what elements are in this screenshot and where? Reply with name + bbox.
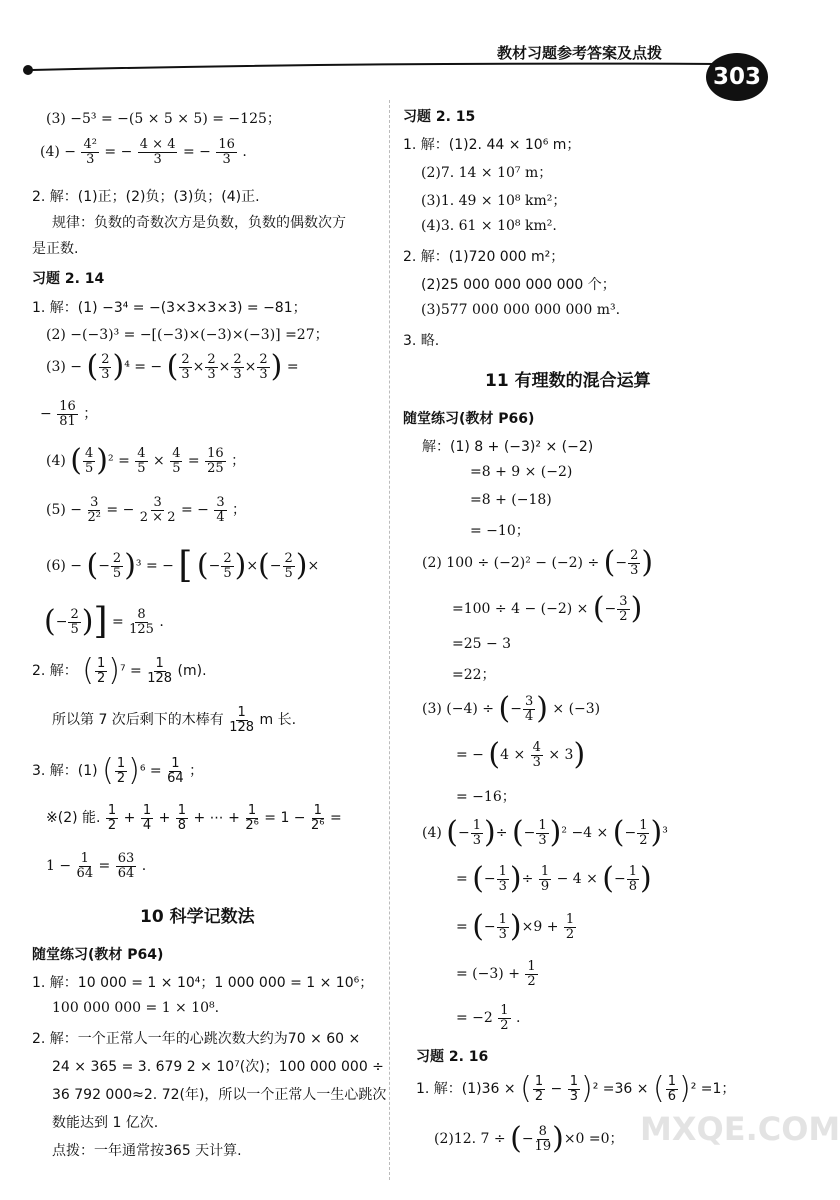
p66-1: 解：(1) 8 + (−3)² × (−2) [422, 439, 594, 455]
section-exercise-2-16: 习题 2. 16 [416, 1049, 489, 1065]
p64-1: 1. 解：10 000 = 1 × 10⁴；1 000 000 = 1 × 10⁶； [32, 975, 374, 991]
p66-4: (4) (− $\frac{1}{3}$ )÷ (− $\frac{1}{3}$ )² −4 × (− $\frac{1}{2}$ )³ [422, 815, 668, 850]
ex215-7: (3)577 000 000 000 000 m³. [421, 302, 621, 318]
p64-1b: 100 000 000 = 1 × 10⁸. [52, 1000, 220, 1016]
p64-2-2: 24 × 365 = 3. 679 2 × 10⁷(次)；100 000 000 ÷ [52, 1059, 384, 1075]
ex214-5: (5) − $\frac{3}{\text{2²}}$ = − $\frac{3}{2 \times 2}$ = − $\frac{3}{4}$ ； [46, 495, 247, 525]
p66-3: (3) (−4) ÷ (− $\frac{3}{4}$ ) × (−3) [422, 691, 601, 726]
ex214-3-result: − $\frac{16}{81}$ ； [40, 399, 98, 429]
section-11-title: 11 有理数的混合运算 [485, 371, 651, 391]
ex216-2: (2)12. 7 ÷ (− $\frac{8}{19}$ )×0 =0； [434, 1121, 624, 1156]
p64-tip: 点拨：一年通常按365 天计算. [52, 1143, 242, 1159]
section-10-title: 10 科学记数法 [140, 907, 255, 927]
rule-text-1: 规律：负数的奇数次方是负数，负数的偶数次方 [52, 215, 346, 231]
section-exercise-2-14: 习题 2. 14 [32, 271, 105, 287]
p66-4-step4: = −2 $\frac{1}{2}$ . [456, 1003, 521, 1033]
ex215-2: (2)7. 14 × 10⁷ m； [421, 165, 553, 181]
answer-2: 2. 解：(1)正；(2)负；(3)负；(4)正. [32, 189, 260, 205]
p66-4-step2: = (− $\frac{1}{3}$ )×9 + $\frac{1}{2}$ [456, 909, 575, 944]
p64-2-3: 36 792 000≈2. 72(年)，所以一个正常人一生心跳次 [52, 1087, 387, 1103]
ex215-8: 3. 略. [403, 333, 440, 349]
p66-2: (2) 100 ÷ (−2)² − (−2) ÷ (− $\frac{2}{3}$ ) [422, 545, 654, 580]
left-line-2: (4) − $\frac{\text{4²}}{3}$ = − $\frac{4 \times 4}{3}$ = − $\frac{16}{3}$ . [40, 137, 247, 167]
ex214-2: (2) −(−3)³ = −[(−3)×(−3)×(−3)] =27； [46, 327, 329, 343]
p66-1-step1: =8 + 9 × (−2) [470, 464, 573, 480]
p66-4-step1: = (− $\frac{1}{3}$ )÷ $\frac{1}{9}$ − 4 × (− $\frac{1}{8}$ ) [456, 861, 652, 896]
p66-3-step2: = −16； [456, 789, 516, 805]
rule-text-2: 是正数. [32, 241, 79, 257]
ex215-1: 1. 解：(1)2. 44 × 10⁶ m； [403, 137, 581, 153]
section-exercise-2-15: 习题 2. 15 [403, 109, 476, 125]
page-number: 303 [706, 53, 768, 101]
ex216-1: 1. 解：(1)36 × ( $\frac{1}{2}$ − $\frac{1}{3}$ )² =36 × ( $\frac{1}{6}$ )² =1； [416, 1071, 736, 1106]
ex214-answer-3-result: 1 − $\frac{1}{64}$ = $\frac{63}{64}$ . [46, 851, 147, 881]
fraction: $\frac{16}{81}$ [59, 399, 76, 429]
p66-2-step3: =22； [452, 667, 496, 683]
ex215-6: (2)25 000 000 000 000 个； [421, 277, 616, 293]
header-rule [18, 60, 718, 80]
ex214-1: 1. 解：(1) −3⁴ = −(3×3×3×3) = −81； [32, 300, 307, 316]
p66-2-step2: =25 − 3 [452, 636, 512, 652]
ex214-6: (6) − (− $\frac{2}{5}$ )³ = − [ (− $\frac{2}{5}$ )×(− $\frac{2}{5}$ )× [46, 545, 320, 586]
left-line-1: (3) −5³ = −(5 × 5 × 5) = −125； [46, 111, 281, 127]
ex214-3: (3) − ( $\frac{2}{3}$ )⁴ = − ( $\frac{2}{3}$ × $\frac{2}{3}$ × $\frac{2}{3}$ × $\frac{2}{3}$ ) = [46, 349, 299, 384]
p66-1-step3: = −10； [470, 523, 530, 539]
practice-p66: 随堂练习(教材 P66) [403, 411, 535, 427]
ex214-answer-2: 2. 解： ( $\frac{1}{2}$ )⁷ = $\frac{1}{128}$ (m). [32, 653, 207, 688]
p66-3-step1: = − (4 × $\frac{4}{3}$ × 3) [456, 737, 586, 772]
p66-2-step1: =100 ÷ 4 − (−2) × (− $\frac{3}{2}$ ) [452, 591, 643, 626]
fraction: $\frac{2}{3}$ [101, 351, 110, 382]
ex215-4: (4)3. 61 × 10⁸ km². [421, 218, 557, 234]
header-title: 教材习题参考答案及点拨 [497, 44, 663, 62]
fraction: $\frac{\text{4²}}{3}$ [83, 137, 97, 167]
p64-2-1: 2. 解：一个正常人一年的心跳次数大约为70 × 60 × [32, 1031, 361, 1047]
column-divider [389, 100, 390, 1180]
fraction: $\frac{16}{3}$ [218, 137, 235, 167]
p64-2-4: 数能达到 1 亿次. [52, 1115, 159, 1131]
watermark: MXQE.COM [640, 1110, 840, 1148]
ex214-answer-3-2: ※(2) 能. $\frac{1}{2}$ + $\frac{1}{4}$ + $\frac{1}{8}$ + ⋯ + $\frac{1}{\text{2⁶}}$ = 1 − $\frac{1}{\text{2⁶}}$ = [46, 803, 342, 833]
fraction: $\frac{4 \times 4}{3}$ [139, 137, 176, 167]
p66-1-step2: =8 + (−18) [470, 492, 552, 508]
ex215-5: 2. 解：(1)720 000 m²； [403, 249, 565, 265]
ex214-answer-2-text: 所以第 7 次后剩下的木棒有 $\frac{1}{128}$ m 长. [52, 705, 297, 735]
practice-p64: 随堂练习(教材 P64) [32, 947, 164, 963]
ex214-answer-3: 3. 解：(1) ( $\frac{1}{2}$ )⁶ = $\frac{1}{64}$ ； [32, 753, 204, 788]
ex214-4: (4) ( $\frac{4}{5}$ )² = $\frac{4}{5}$ × $\frac{4}{5}$ = $\frac{16}{25}$ ； [46, 443, 246, 478]
ex215-3: (3)1. 49 × 10⁸ km²； [421, 193, 567, 209]
p66-4-step3: = (−3) + $\frac{1}{2}$ [456, 959, 536, 989]
ex214-6-cont: (− $\frac{2}{5}$ )] = $\frac{8}{125}$ . [44, 601, 164, 642]
